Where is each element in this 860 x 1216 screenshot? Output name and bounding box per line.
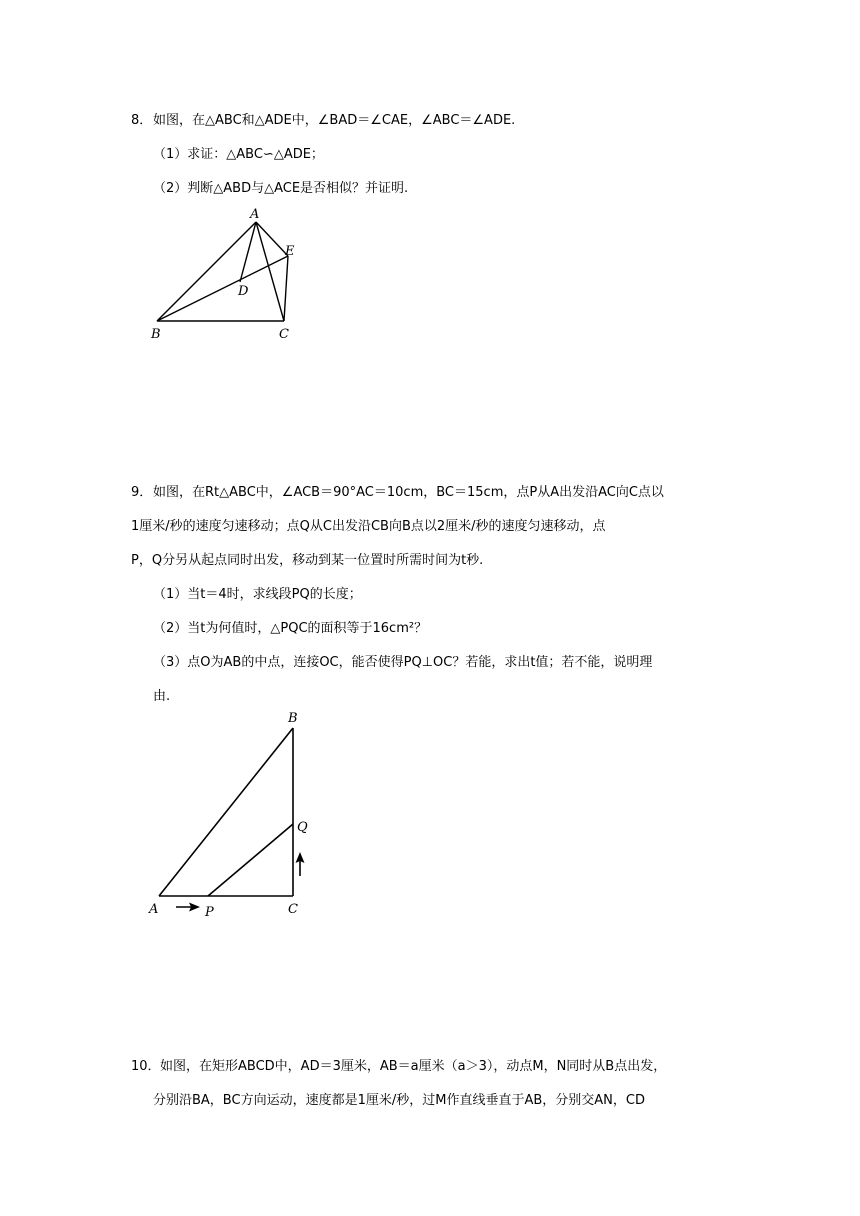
problem-9-part-2: （2）当t为何值时，△PQC的面积等于16cm²？ (153, 621, 428, 636)
fig9-label-q: Q (297, 820, 308, 835)
fig8-label-d: D (238, 284, 249, 299)
problem-8-part-1: （1）求证：△ABC∽△ADE； (153, 147, 324, 162)
problem-9-part-3-cont: 由. (153, 689, 171, 704)
fig8-label-e: E (285, 244, 295, 259)
problem-10-text-line-2: 分别沿BA，BC方向运动，速度都是1厘米/秒，过M作直线垂直于AB，分别交AN，CD (153, 1093, 645, 1108)
fig8-label-a: A (250, 207, 260, 222)
problem-8-number: 8． (131, 113, 153, 128)
fig9-label-a: A (149, 902, 159, 917)
fig9-label-b: B (288, 711, 298, 726)
fig8-label-c: C (279, 327, 289, 342)
problem-9-part-3: （3）点O为AB的中点，连接OC，能否使得PQ⊥OC？若能，求出t值；若不能，说明理 (153, 655, 653, 670)
fig9-label-p: P (205, 905, 214, 920)
fig8-label-b: B (151, 327, 161, 342)
problem-10-number: 10． (131, 1059, 161, 1074)
problem-9-part-1: （1）当t＝4时，求线段PQ的长度； (153, 587, 362, 602)
problem-9-text-line-1: 如图，在Rt△ABC中，∠ACB＝90°AC＝10cm，BC＝15cm，点P从A出发沿AC向C点以 (153, 485, 664, 500)
problem-8-text: 如图，在△ABC和△ADE中，∠BAD＝∠CAE，∠ABC＝∠ADE. (153, 113, 516, 128)
problem-9-text-line-3: P，Q分另从起点同时出发，移动到某一位置时所需时间为t秒. (131, 553, 484, 568)
problem-9-number: 9． (131, 485, 153, 500)
problem-8-part-2: （2）判断△ABD与△ACE是否相似？并证明. (153, 181, 409, 196)
problem-9-text-line-2: 1厘米/秒的速度匀速移动；点Q从C出发沿CB向B点以2厘米/秒的速度匀速移动，点 (131, 519, 606, 534)
fig9-label-c: C (288, 902, 298, 917)
problem-10-text-line-1: 如图，在矩形ABCD中，AD＝3厘米，AB＝a厘米（a＞3），动点M，N同时从B点出发， (160, 1059, 667, 1074)
